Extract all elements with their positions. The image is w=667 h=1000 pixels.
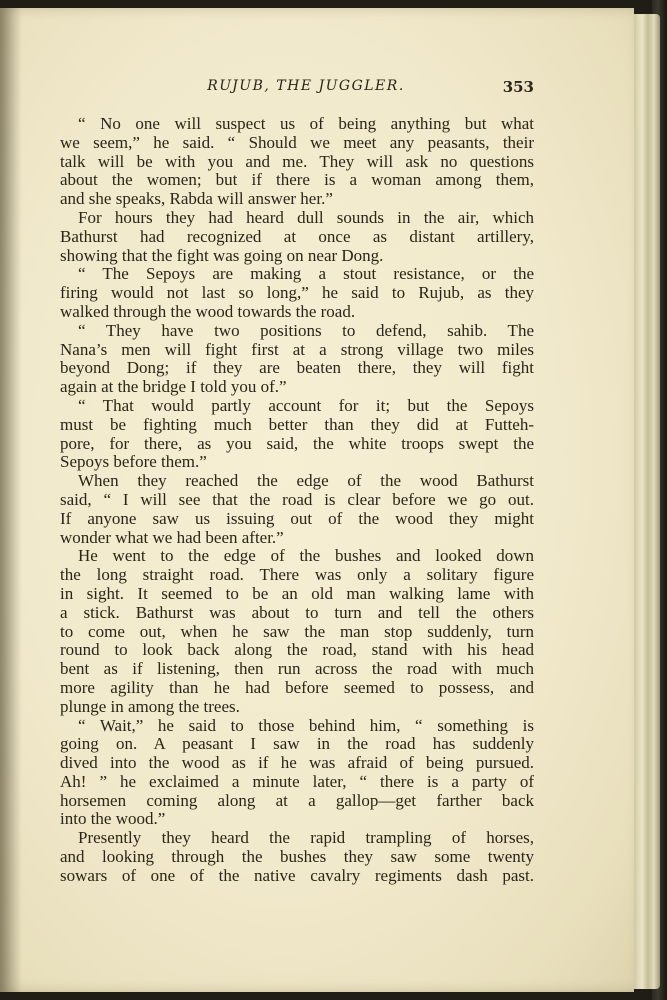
text-line: said, “ I will see that the road is clear before we go out. — [60, 490, 534, 509]
text-line: beyond Dong; if they are beaten there, they will fight — [60, 359, 534, 378]
text-line: Ah! ” he exclaimed a minute later, “ there is a party of — [60, 772, 534, 791]
text-line: walked through the wood towards the road. — [60, 302, 356, 321]
text-line: the long straight road. There was only a solitary figure — [60, 566, 534, 585]
text-line: a stick. Bathurst was about to turn and tell the others — [60, 603, 534, 622]
text-line: bent as if listening, then run across the road with much — [60, 660, 534, 679]
text-line: sowars of one of the native cavalry regiments dash past. — [60, 866, 534, 885]
text-line: in sight. It seemed to be an old man walking lame with — [60, 584, 534, 603]
running-head — [78, 78, 534, 100]
text-line: “ That would partly account for it; but the Sepoys — [78, 396, 534, 415]
text-line: For hours they had heard dull sounds in the air, which — [78, 208, 534, 227]
text-line: If anyone saw us issuing out of the wood they might — [60, 509, 534, 528]
text-line: “ The Sepoys are making a stout resistance, or the — [78, 265, 534, 284]
text-line: must be fighting much better than they did at Futteh- — [60, 415, 534, 434]
text-line: firing would not last so long,” he said to Rujub, as they — [60, 284, 534, 303]
body-text — [60, 115, 534, 886]
text-line: talk will be with you and me. They will ask no questions — [60, 152, 534, 171]
text-line: horsemen coming along at a gallop—get farther back — [60, 791, 534, 810]
text-line: Bathurst had recognized at once as distant artillery, — [60, 227, 534, 246]
text-line: more agility than he had before seemed to possess, and — [60, 678, 534, 697]
text-line: When they reached the edge of the wood Bathurst — [78, 472, 534, 491]
text-line: going on. A peasant I saw in the road has suddenly — [60, 735, 534, 754]
page-gutter-shadow — [0, 8, 22, 992]
text-line: pore, for there, as you said, the white troops swept the — [60, 434, 534, 453]
text-line: “ Wait,” he said to those behind him, “ something is — [78, 716, 534, 735]
text-line: He went to the edge of the bushes and looked down — [78, 547, 534, 566]
text-line: wonder what we had been after.” — [60, 528, 284, 547]
text-line: “ No one will suspect us of being anything but what — [78, 115, 534, 133]
text-line: and she speaks, Rabda will answer her.” — [60, 190, 333, 209]
text-line: Sepoys before them.” — [60, 453, 207, 472]
running-title: RUJUB, THE JUGGLER. — [207, 78, 405, 94]
text-line: about the women; but if there is a woman among them, — [60, 171, 534, 190]
text-line: “ They have two positions to defend, sahib. The — [78, 321, 534, 340]
page-number: 353 — [502, 78, 534, 96]
text-line: dived into the wood as if he was afraid of being pursued. — [60, 754, 534, 773]
text-line: and looking through the bushes they saw some twenty — [60, 848, 534, 867]
text-line: again at the bridge I told you of.” — [60, 378, 287, 397]
text-line: plunge in among the trees. — [60, 697, 240, 716]
text-line: to come out, when he saw the man stop suddenly, turn — [60, 622, 534, 641]
text-line: round to look back along the road, stand with his head — [60, 641, 534, 660]
text-line: into the wood.” — [60, 810, 166, 829]
text-line: Nana’s men will fight first at a strong village two miles — [60, 340, 534, 359]
text-line: we seem,” he said. “ Should we meet any peasants, their — [60, 133, 534, 152]
text-line: showing that the fight was going on near Dong. — [60, 246, 384, 265]
text-line: Presently they heard the rapid trampling of horses, — [78, 829, 534, 848]
